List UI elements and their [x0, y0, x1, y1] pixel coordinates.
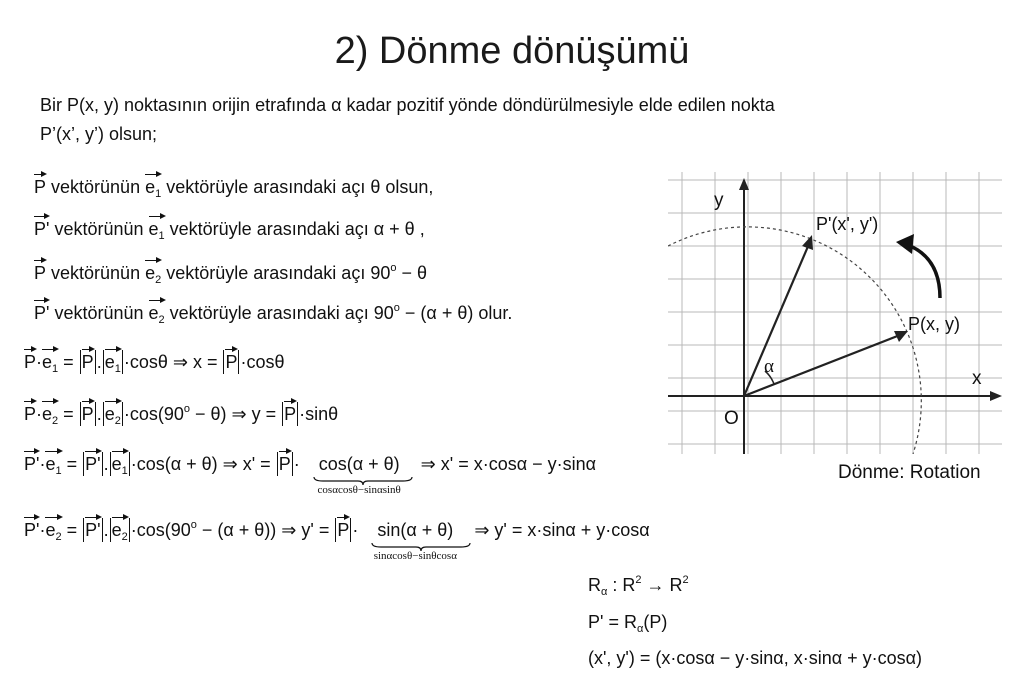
definition-text: vektörünün — [46, 177, 146, 197]
vector-p: P — [284, 404, 297, 424]
definition-1 — [34, 177, 433, 200]
page-title: 2) Dönme dönüşümü — [334, 30, 690, 72]
intro-line-1: Bir P(x, y) noktasının orijin etrafında α kadar pozitif yönde döndürülmesiyle elde edilen nokta — [40, 95, 775, 115]
vector-e: $e_1$ — [104, 352, 121, 375]
vector-p-prime: P' — [24, 520, 40, 540]
rotation-formula: (x', y') = (x·cosα − y·sinα, x·sinα + y·cosα) — [588, 648, 923, 668]
operator: = — [61, 520, 83, 540]
definition-text: vektörüyle arasındaki açı 90 — [161, 263, 391, 283]
equation-text: ·cosθ ⇒ x = — [123, 352, 223, 372]
definition-text: vektörünün — [46, 263, 146, 283]
vector-e: $e_1$ — [145, 177, 162, 200]
vector-p: P — [24, 352, 37, 372]
equation-text: − (α + θ)) ⇒ y' = — [196, 520, 335, 540]
operator: · — [293, 454, 300, 474]
equation-3 — [24, 452, 597, 496]
vector-e: $e_1$ — [111, 454, 128, 477]
operator: · — [39, 454, 46, 474]
equation-text: − θ) ⇒ y = — [190, 404, 282, 424]
operator: . — [96, 404, 102, 424]
definition-text: − (α + θ) olur. — [399, 303, 513, 323]
vector-e: $e_2$ — [111, 520, 128, 543]
definition-4 — [34, 302, 512, 326]
operator: = — [61, 454, 83, 474]
equation-result: ⇒ x' = x·cosα − y·sinα — [420, 454, 597, 474]
operator: · — [36, 352, 43, 372]
rotation-apply: $P' = R_\alpha(P)$ — [588, 612, 668, 635]
vector-p-prime: P' — [34, 303, 50, 323]
definition-text: vektörüyle arasındaki açı α + θ , — [164, 219, 425, 239]
equation-4 — [24, 518, 650, 562]
operator: · — [36, 404, 43, 424]
vector-e: $e_2$ — [104, 404, 121, 427]
equation-1 — [24, 350, 285, 375]
degree-mark: o — [393, 302, 400, 314]
point-p-prime-label: P'(x', y') — [816, 214, 879, 234]
origin-label: O — [724, 408, 739, 429]
definition-text: vektörünün — [49, 303, 149, 323]
vector-p: P — [34, 177, 47, 197]
brace-note: cosαcosθ−sinαsinθ — [317, 484, 401, 496]
underbrace-sin — [373, 520, 457, 562]
brace-note: sinαcosθ−sinθcosα — [373, 550, 457, 562]
operator: . — [103, 454, 109, 474]
vector-p: P — [337, 520, 350, 540]
degree-mark: o — [183, 403, 190, 415]
equation-text: ·sinθ — [299, 404, 339, 424]
equation-text: cos(α + θ) — [318, 454, 400, 474]
vector-e: $e_2$ — [42, 404, 59, 427]
vector-e: $e_2$ — [148, 303, 165, 326]
equation-result: ⇒ y' = x·sinα + y·cosα — [474, 520, 650, 540]
operator: · — [352, 520, 359, 540]
vector-p: P — [34, 263, 47, 283]
vector-p: P — [81, 352, 94, 372]
alpha-label: α — [764, 356, 774, 377]
rotation-map: $R_\alpha$ : $R^2 \to R^2$ — [588, 574, 689, 598]
vector-e: $e_1$ — [42, 352, 59, 375]
vector-p-prime: P' — [34, 219, 50, 239]
y-axis-label: y — [714, 190, 724, 211]
operator: . — [103, 520, 109, 540]
vector-p-prime: P' — [24, 454, 40, 474]
vector-p-prime: P' — [85, 520, 101, 540]
definition-3 — [34, 262, 427, 286]
equation-text: ·cos(90 — [123, 404, 184, 424]
vector-p: P — [81, 404, 94, 424]
definition-2 — [34, 219, 425, 242]
equation-text: sin(α + θ) — [377, 520, 454, 540]
equation-text: ·cos(90 — [130, 520, 191, 540]
intro-line-2: P’(x’, y’) olsun; — [40, 124, 158, 144]
rotation-figure — [668, 172, 1002, 454]
degree-mark: o — [390, 262, 397, 274]
x-axis-label: x — [972, 368, 982, 389]
operator: · — [39, 520, 46, 540]
operator: . — [96, 352, 102, 372]
equation-text: ·cos(α + θ) ⇒ x' = — [130, 454, 276, 474]
underbrace-cos — [317, 454, 401, 496]
vector-e: $e_2$ — [45, 520, 62, 543]
vector-e: $e_1$ — [45, 454, 62, 477]
definition-text: vektörünün — [49, 219, 149, 239]
definition-text: vektörüyle arasındaki açı θ olsun, — [161, 177, 434, 197]
vector-p: P — [278, 454, 291, 474]
definition-text: − θ — [396, 263, 427, 283]
equation-text: ·cosθ — [240, 352, 285, 372]
definition-text: vektörüyle arasındaki açı 90 — [164, 303, 394, 323]
operator: = — [58, 404, 79, 424]
point-p-label: P(x, y) — [908, 314, 960, 334]
vector-p-prime: P' — [85, 454, 101, 474]
figure-caption: Dönme: Rotation — [838, 462, 981, 483]
vector-p: P — [24, 404, 37, 424]
vector-p-prime-arrow — [744, 235, 813, 396]
vector-p: P — [225, 352, 238, 372]
vector-e: $e_2$ — [145, 263, 162, 286]
rotation-arrowhead-icon — [896, 234, 914, 254]
degree-mark: o — [190, 519, 197, 531]
equation-2 — [24, 402, 338, 427]
operator: = — [58, 352, 79, 372]
vector-e: $e_1$ — [148, 219, 165, 242]
